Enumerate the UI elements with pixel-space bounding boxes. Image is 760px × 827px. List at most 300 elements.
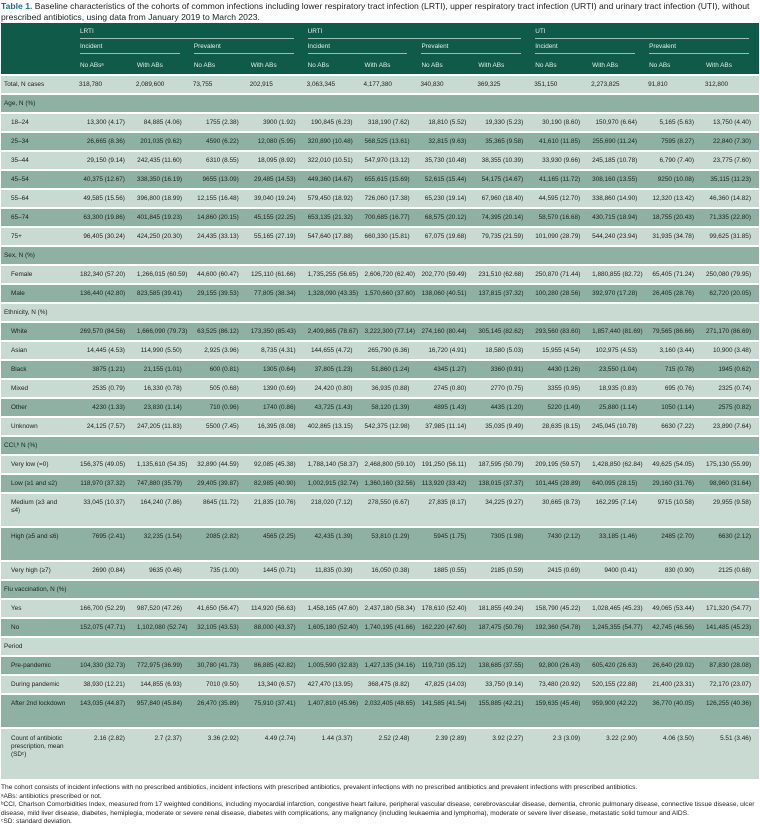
table-cell: 9400 (0.41) bbox=[588, 561, 645, 580]
table-cell: 118,970 (37.32) bbox=[76, 474, 133, 493]
table-footnotes bbox=[0, 779, 760, 827]
table-cell: 2.16 (2.82) bbox=[76, 728, 133, 779]
header-urti: URTI bbox=[304, 23, 532, 41]
table-cell: 77,805 (38.34) bbox=[247, 284, 304, 303]
table-cell: 6630 (2.12) bbox=[702, 527, 759, 561]
table-row bbox=[1, 599, 759, 618]
row-label: High (≥5 and ≤6) bbox=[1, 527, 76, 561]
table-cell: 396,800 (18.99) bbox=[133, 189, 190, 208]
table-cell: 4430 (1.26) bbox=[531, 360, 588, 379]
table-cell: 5220 (1.49) bbox=[531, 398, 588, 417]
table-cell: 5,165 (5.63) bbox=[645, 113, 702, 132]
table-cell: 308,160 (13.55) bbox=[588, 170, 645, 189]
table-cell: 660,330 (15.81) bbox=[361, 227, 418, 246]
table-cell: 138,015 (37.37) bbox=[474, 474, 531, 493]
table-cell: 1,666,090 (79.73) bbox=[133, 322, 190, 341]
table-cell: 23,830 (1.14) bbox=[133, 398, 190, 417]
table-cell: 46,360 (14.82) bbox=[702, 189, 759, 208]
table-cell: 24,435 (33.13) bbox=[190, 227, 247, 246]
table-cell: 28,635 (8.15) bbox=[531, 417, 588, 436]
table-cell: 2,437,180 (58.34) bbox=[361, 599, 418, 618]
table-cell: 29,150 (9.14) bbox=[76, 151, 133, 170]
table-cell: 26,470 (35.89) bbox=[190, 694, 247, 728]
table-row bbox=[1, 151, 759, 170]
table-cell: 1,135,610 (54.35) bbox=[133, 455, 190, 474]
table-row bbox=[1, 170, 759, 189]
table-row bbox=[1, 675, 759, 694]
section-header-row bbox=[1, 637, 759, 656]
table-cell: 104,330 (32.73) bbox=[76, 656, 133, 675]
table-row bbox=[1, 208, 759, 227]
table-cell: 13,300 (4.17) bbox=[76, 113, 133, 132]
row-label: Medium (≥3 and ≤4) bbox=[1, 493, 76, 527]
table-cell: 63,525 (86.12) bbox=[190, 322, 247, 341]
table-cell: 82,985 (40.90) bbox=[247, 474, 304, 493]
footnote: ᵃABs: antibiotics prescribed or not. bbox=[1, 792, 102, 800]
header-uti: UTI bbox=[531, 23, 759, 41]
table-cell: 191,250 (56.11) bbox=[417, 455, 474, 474]
table-cell: 1885 (0.55) bbox=[417, 561, 474, 580]
table-cell: 51,860 (1.24) bbox=[361, 360, 418, 379]
table-cell: 36,935 (0.88) bbox=[361, 379, 418, 398]
table-cell: 29,405 (39.87) bbox=[190, 474, 247, 493]
table-cell: 36,770 (40.05) bbox=[645, 694, 702, 728]
table-cell: 1,245,355 (54.77) bbox=[588, 618, 645, 637]
table-cell: 159,635 (45.46) bbox=[531, 694, 588, 728]
table-cell: 2690 (0.84) bbox=[76, 561, 133, 580]
table-cell: 4565 (2.25) bbox=[247, 527, 304, 561]
table-cell: 35,035 (9.49) bbox=[474, 417, 531, 436]
row-label: After 2nd lockdown bbox=[1, 694, 76, 728]
table-cell: 520,155 (22.88) bbox=[588, 675, 645, 694]
table-cell: 24,125 (7.57) bbox=[76, 417, 133, 436]
row-label: Male bbox=[1, 284, 76, 303]
column-header: No ABs bbox=[304, 56, 361, 75]
row-label: Unknown bbox=[1, 417, 76, 436]
table-cell: 87,830 (28.08) bbox=[702, 656, 759, 675]
table-cell: 73,755 bbox=[190, 75, 247, 94]
table-cell: 1,735,255 (56.65) bbox=[304, 265, 361, 284]
table-cell: 35,365 (9.58) bbox=[474, 132, 531, 151]
table-cell: 4435 (1.20) bbox=[474, 398, 531, 417]
table-cell: 5.51 (3.46) bbox=[702, 728, 759, 779]
table-cell: 65,230 (19.14) bbox=[417, 189, 474, 208]
table-cell: 278,550 (6.67) bbox=[361, 493, 418, 527]
table-cell: 6310 (8.55) bbox=[190, 151, 247, 170]
table-cell: 141,585 (41.54) bbox=[417, 694, 474, 728]
table-cell: 242,435 (11.60) bbox=[133, 151, 190, 170]
table-cell: 96,405 (30.24) bbox=[76, 227, 133, 246]
table-cell: 49,625 (54.05) bbox=[645, 455, 702, 474]
table-cell: 144,655 (4.72) bbox=[304, 341, 361, 360]
table-cell: 182,340 (57.20) bbox=[76, 265, 133, 284]
section-header-row bbox=[1, 94, 759, 113]
table-cell: 102,975 (4.53) bbox=[588, 341, 645, 360]
table-row bbox=[1, 493, 759, 527]
table-cell: 18,935 (0.83) bbox=[588, 379, 645, 398]
section-label: Age, N (%) bbox=[1, 94, 759, 113]
table-cell: 322,010 (10.51) bbox=[304, 151, 361, 170]
table-cell: 190,845 (6.23) bbox=[304, 113, 361, 132]
row-label: Mixed bbox=[1, 379, 76, 398]
table-cell: 274,160 (80.44) bbox=[417, 322, 474, 341]
table-cell: 7010 (9.50) bbox=[190, 675, 247, 694]
table-cell: 41,165 (11.72) bbox=[531, 170, 588, 189]
table-cell: 125,110 (61.66) bbox=[247, 265, 304, 284]
table-cell: 173,350 (85.43) bbox=[247, 322, 304, 341]
table-cell: 424,250 (20.30) bbox=[133, 227, 190, 246]
table-cell: 18,580 (5.03) bbox=[474, 341, 531, 360]
table-cell: 101,445 (28.89) bbox=[531, 474, 588, 493]
table-label: Table 1. bbox=[1, 1, 33, 11]
table-cell: 72,170 (23.07) bbox=[702, 675, 759, 694]
row-label: Female bbox=[1, 265, 76, 284]
table-cell: 23,775 (7.60) bbox=[702, 151, 759, 170]
table-cell: 29,155 (39.53) bbox=[190, 284, 247, 303]
table-cell: 218,020 (7.12) bbox=[304, 493, 361, 527]
footnote: ᶜSD: standard deviation. bbox=[1, 818, 72, 826]
header-blank bbox=[1, 41, 76, 56]
row-label: Asian bbox=[1, 341, 76, 360]
table-cell: 2125 (0.68) bbox=[702, 561, 759, 580]
table-cell: 427,470 (13.95) bbox=[304, 675, 361, 694]
row-label: Pre-pandemic bbox=[1, 656, 76, 675]
column-header: With ABs bbox=[361, 56, 418, 75]
table-cell: 5500 (7.45) bbox=[190, 417, 247, 436]
table-title: Baseline characteristics of the cohorts of common infections including lower respiratory tract infection (LRTI), upper respiratory tract infection (URTI) and urinary tract infection (UTI), without prescribed antibiotics, using data from January 2019 to March 2023. bbox=[1, 1, 750, 22]
table-caption bbox=[0, 0, 760, 23]
table-cell: 1,740,195 (41.66) bbox=[361, 618, 418, 637]
table-cell: 54,175 (14.67) bbox=[474, 170, 531, 189]
table-cell: 21,835 (10.76) bbox=[247, 493, 304, 527]
table-cell: 830 (0.90) bbox=[645, 561, 702, 580]
table-cell: 71,335 (22.80) bbox=[702, 208, 759, 227]
table-cell: 600 (0.81) bbox=[190, 360, 247, 379]
table-cell: 823,585 (39.41) bbox=[133, 284, 190, 303]
table-row bbox=[1, 322, 759, 341]
table-cell: 250,870 (71.44) bbox=[531, 265, 588, 284]
table-cell: 1050 (1.14) bbox=[645, 398, 702, 417]
table-cell: 655,615 (15.69) bbox=[361, 170, 418, 189]
row-label: Total, N cases bbox=[1, 75, 76, 94]
table-cell: 100,280 (28.56) bbox=[531, 284, 588, 303]
row-label: Yes bbox=[1, 599, 76, 618]
table-row bbox=[1, 227, 759, 246]
header-lrti-prevalent: Prevalent bbox=[190, 41, 304, 56]
column-header: No ABs bbox=[190, 56, 247, 75]
table-cell: 164,240 (7.86) bbox=[133, 493, 190, 527]
table-cell: 2.39 (2.89) bbox=[417, 728, 474, 779]
table-cell: 73,480 (20.92) bbox=[531, 675, 588, 694]
table-cell: 544,240 (23.94) bbox=[588, 227, 645, 246]
baseline-characteristics-table bbox=[1, 23, 759, 779]
header-lrti: LRTI bbox=[76, 23, 304, 41]
table-cell: 640,095 (28.15) bbox=[588, 474, 645, 493]
table-cell: 10,900 (3.48) bbox=[702, 341, 759, 360]
table-row bbox=[1, 694, 759, 728]
table-cell: 1,005,590 (32.83) bbox=[304, 656, 361, 675]
row-label: Black bbox=[1, 360, 76, 379]
table-cell: 25,880 (1.14) bbox=[588, 398, 645, 417]
table-row bbox=[1, 474, 759, 493]
table-cell: 4345 (1.27) bbox=[417, 360, 474, 379]
table-header bbox=[1, 23, 759, 75]
table-cell: 67,960 (18.40) bbox=[474, 189, 531, 208]
table-cell: 247,205 (11.83) bbox=[133, 417, 190, 436]
table-cell: 505 (0.68) bbox=[190, 379, 247, 398]
table-row bbox=[1, 561, 759, 580]
table-cell: 12,080 (5.95) bbox=[247, 132, 304, 151]
table-cell: 2325 (0.74) bbox=[702, 379, 759, 398]
table-cell: 568,525 (13.61) bbox=[361, 132, 418, 151]
table-cell: 320,890 (10.48) bbox=[304, 132, 361, 151]
table-cell: 392,970 (17.28) bbox=[588, 284, 645, 303]
table-cell: 18,755 (20.43) bbox=[645, 208, 702, 227]
table-cell: 29,485 (14.53) bbox=[247, 170, 304, 189]
table-cell: 747,880 (35.79) bbox=[133, 474, 190, 493]
table-cell: 23,550 (1.04) bbox=[588, 360, 645, 379]
table-cell: 84,885 (4.06) bbox=[133, 113, 190, 132]
table-cell: 1,360,160 (32.56) bbox=[361, 474, 418, 493]
table-cell: 7305 (1.98) bbox=[474, 527, 531, 561]
footnote: The cohort consists of incident infections with no prescribed antibiotics, incident infections with prescribed antibiotics, prevalent infections with no prescribed antibiotics and prevalent infections with prescribed antibiotics. bbox=[1, 784, 638, 791]
table-cell: 318,190 (7.62) bbox=[361, 113, 418, 132]
table-cell: 79,565 (86.66) bbox=[645, 322, 702, 341]
table-cell: 39,040 (19.24) bbox=[247, 189, 304, 208]
table-cell: 2185 (0.59) bbox=[474, 561, 531, 580]
column-header: With ABs bbox=[133, 56, 190, 75]
row-label: White bbox=[1, 322, 76, 341]
table-cell: 547,640 (17.88) bbox=[304, 227, 361, 246]
table-cell: 21,155 (1.01) bbox=[133, 360, 190, 379]
table-cell: 16,720 (4.91) bbox=[417, 341, 474, 360]
table-cell: 137,815 (37.32) bbox=[474, 284, 531, 303]
table-cell: 26,405 (28.76) bbox=[645, 284, 702, 303]
table-cell: 2,925 (3.96) bbox=[190, 341, 247, 360]
table-cell: 726,060 (17.38) bbox=[361, 189, 418, 208]
table-cell: 16,395 (8.08) bbox=[247, 417, 304, 436]
table-cell: 1,788,140 (58.37) bbox=[304, 455, 361, 474]
table-cell: 3875 (1.21) bbox=[76, 360, 133, 379]
row-label: 55–64 bbox=[1, 189, 76, 208]
table-cell: 138,685 (37.55) bbox=[474, 656, 531, 675]
header-blank bbox=[1, 56, 76, 75]
table-cell: 136,440 (42.80) bbox=[76, 284, 133, 303]
table-cell: 5945 (1.75) bbox=[417, 527, 474, 561]
table-cell: 269,570 (84.56) bbox=[76, 322, 133, 341]
table-cell: 58,120 (1.39) bbox=[361, 398, 418, 417]
table-cell: 3,063,345 bbox=[304, 75, 361, 94]
table-cell: 37,985 (11.14) bbox=[417, 417, 474, 436]
table-cell: 98,960 (31.64) bbox=[702, 474, 759, 493]
table-cell: 75,910 (37.41) bbox=[247, 694, 304, 728]
table-cell: 35,730 (10.48) bbox=[417, 151, 474, 170]
table-cell: 3,160 (3.44) bbox=[645, 341, 702, 360]
table-cell: 9250 (10.08) bbox=[645, 170, 702, 189]
table-cell: 49,585 (15.56) bbox=[76, 189, 133, 208]
table-cell: 22,840 (7.30) bbox=[702, 132, 759, 151]
table-cell: 187,595 (50.79) bbox=[474, 455, 531, 474]
table-cell: 162,220 (47.60) bbox=[417, 618, 474, 637]
table-cell: 86,885 (42.82) bbox=[247, 656, 304, 675]
table-cell: 12,155 (16.48) bbox=[190, 189, 247, 208]
table-cell: 2,032,405 (48.65) bbox=[361, 694, 418, 728]
table-cell: 3355 (0.95) bbox=[531, 379, 588, 398]
table-cell: 3.22 (2.90) bbox=[588, 728, 645, 779]
table-cell: 2,606,720 (62.40) bbox=[361, 265, 418, 284]
table-cell: 49,065 (53.44) bbox=[645, 599, 702, 618]
table-cell: 4895 (1.43) bbox=[417, 398, 474, 417]
table-cell: 2535 (0.79) bbox=[76, 379, 133, 398]
row-label: 75+ bbox=[1, 227, 76, 246]
table-cell: 3.36 (2.92) bbox=[190, 728, 247, 779]
table-cell: 21,400 (23.31) bbox=[645, 675, 702, 694]
table-body bbox=[1, 75, 759, 779]
table-cell: 92,800 (26.43) bbox=[531, 656, 588, 675]
table-cell: 156,375 (49.05) bbox=[76, 455, 133, 474]
table-cell: 150,970 (6.64) bbox=[588, 113, 645, 132]
table-cell: 31,935 (34.78) bbox=[645, 227, 702, 246]
table-cell: 141,485 (45.23) bbox=[702, 618, 759, 637]
table-cell: 43,725 (1.43) bbox=[304, 398, 361, 417]
table-cell: 1,028,465 (45.23) bbox=[588, 599, 645, 618]
table-row bbox=[1, 113, 759, 132]
section-header-row bbox=[1, 580, 759, 599]
table-cell: 178,610 (52.40) bbox=[417, 599, 474, 618]
table-cell: 542,375 (12.98) bbox=[361, 417, 418, 436]
table-cell: 250,080 (79.95) bbox=[702, 265, 759, 284]
header-uti-incident: Incident bbox=[531, 41, 645, 56]
table-cell: 41,650 (56.47) bbox=[190, 599, 247, 618]
table-row bbox=[1, 284, 759, 303]
table-cell: 1,102,080 (52.74) bbox=[133, 618, 190, 637]
table-row bbox=[1, 265, 759, 284]
table-cell: 2745 (0.80) bbox=[417, 379, 474, 398]
table-cell: 38,930 (12.21) bbox=[76, 675, 133, 694]
table-cell: 202,915 bbox=[247, 75, 304, 94]
table-cell: 369,325 bbox=[474, 75, 531, 94]
table-cell: 166,700 (52.29) bbox=[76, 599, 133, 618]
table-cell: 579,450 (18.92) bbox=[304, 189, 361, 208]
table-cell: 32,815 (9.63) bbox=[417, 132, 474, 151]
table-cell: 987,520 (47.26) bbox=[133, 599, 190, 618]
table-cell: 402,865 (13.15) bbox=[304, 417, 361, 436]
table-cell: 2,273,825 bbox=[588, 75, 645, 94]
table-cell: 23,890 (7.64) bbox=[702, 417, 759, 436]
column-header: With ABs bbox=[247, 56, 304, 75]
table-cell: 16,330 (0.78) bbox=[133, 379, 190, 398]
section-label: Flu vaccination, N (%) bbox=[1, 580, 759, 599]
table-row bbox=[1, 132, 759, 151]
table-cell: 265,790 (6.36) bbox=[361, 341, 418, 360]
table-cell: 24,420 (0.80) bbox=[304, 379, 361, 398]
table-cell: 1,002,915 (32.74) bbox=[304, 474, 361, 493]
table-cell: 67,075 (19.68) bbox=[417, 227, 474, 246]
section-header-row bbox=[1, 303, 759, 322]
table-cell: 2770 (0.75) bbox=[474, 379, 531, 398]
table-cell: 162,295 (7.14) bbox=[588, 493, 645, 527]
row-label: During pandemic bbox=[1, 675, 76, 694]
table-cell: 2.3 (3.09) bbox=[531, 728, 588, 779]
table-cell: 91,810 bbox=[645, 75, 702, 94]
table-cell: 6630 (7.22) bbox=[645, 417, 702, 436]
table-cell: 9715 (10.58) bbox=[645, 493, 702, 527]
table-cell: 772,975 (36.99) bbox=[133, 656, 190, 675]
table-cell: 181,855 (49.24) bbox=[474, 599, 531, 618]
table-cell: 41,610 (11.85) bbox=[531, 132, 588, 151]
table-cell: 34,225 (9.27) bbox=[474, 493, 531, 527]
column-header: No ABs bbox=[531, 56, 588, 75]
table-cell: 26,665 (8.36) bbox=[76, 132, 133, 151]
column-header: With ABs bbox=[588, 56, 645, 75]
table-cell: 430,715 (18.94) bbox=[588, 208, 645, 227]
table-cell: 1755 (2.38) bbox=[190, 113, 247, 132]
table-cell: 29,160 (31.76) bbox=[645, 474, 702, 493]
table-cell: 26,640 (29.02) bbox=[645, 656, 702, 675]
table-row bbox=[1, 527, 759, 561]
table-cell: 3900 (1.92) bbox=[247, 113, 304, 132]
table-cell: 715 (0.78) bbox=[645, 360, 702, 379]
table-cell: 231,510 (62.68) bbox=[474, 265, 531, 284]
table-cell: 959,900 (42.22) bbox=[588, 694, 645, 728]
table-row bbox=[1, 341, 759, 360]
table-cell: 32,235 (1.54) bbox=[133, 527, 190, 561]
table-cell: 119,710 (35.12) bbox=[417, 656, 474, 675]
table-cell: 15,955 (4.54) bbox=[531, 341, 588, 360]
table-cell: 30,780 (41.73) bbox=[190, 656, 247, 675]
table-cell: 19,330 (5.23) bbox=[474, 113, 531, 132]
table-cell: 4.06 (3.50) bbox=[645, 728, 702, 779]
header-uti-prevalent: Prevalent bbox=[645, 41, 759, 56]
table-cell: 255,690 (11.24) bbox=[588, 132, 645, 151]
table-cell: 30,190 (8.60) bbox=[531, 113, 588, 132]
table-cell: 312,800 bbox=[702, 75, 759, 94]
table-cell: 33,045 (10.37) bbox=[76, 493, 133, 527]
table-cell: 40,375 (12.67) bbox=[76, 170, 133, 189]
table-cell: 700,685 (16.77) bbox=[361, 208, 418, 227]
table-cell: 245,045 (10.78) bbox=[588, 417, 645, 436]
section-label: Sex, N (%) bbox=[1, 246, 759, 265]
table-cell: 8645 (11.72) bbox=[190, 493, 247, 527]
table-cell: 14,860 (20.15) bbox=[190, 208, 247, 227]
table-cell: 1,570,660 (37.60) bbox=[361, 284, 418, 303]
table-cell: 7595 (8.27) bbox=[645, 132, 702, 151]
table-cell: 30,665 (8.73) bbox=[531, 493, 588, 527]
table-cell: 16,050 (0.38) bbox=[361, 561, 418, 580]
table-cell: 3360 (0.91) bbox=[474, 360, 531, 379]
table-cell: 53,810 (1.29) bbox=[361, 527, 418, 561]
table-cell: 449,360 (14.67) bbox=[304, 170, 361, 189]
row-label: Low (≥1 and ≤2) bbox=[1, 474, 76, 493]
row-label: 18–24 bbox=[1, 113, 76, 132]
table-cell: 126,255 (40.36) bbox=[702, 694, 759, 728]
table-row bbox=[1, 75, 759, 94]
table-cell: 2,468,800 (59.10) bbox=[361, 455, 418, 474]
table-cell: 58,570 (16.68) bbox=[531, 208, 588, 227]
table-cell: 338,860 (14.90) bbox=[588, 189, 645, 208]
column-header: No ABs bbox=[645, 56, 702, 75]
table-cell: 547,970 (13.12) bbox=[361, 151, 418, 170]
table-cell: 9635 (0.46) bbox=[133, 561, 190, 580]
table-cell: 957,840 (45.84) bbox=[133, 694, 190, 728]
table-cell: 2,409,865 (78.67) bbox=[304, 322, 361, 341]
table-cell: 1390 (0.69) bbox=[247, 379, 304, 398]
table-cell: 3.92 (2.27) bbox=[474, 728, 531, 779]
column-header: With ABs bbox=[474, 56, 531, 75]
column-header: No ABs bbox=[417, 56, 474, 75]
table-row bbox=[1, 379, 759, 398]
column-header: No ABsᵃ bbox=[76, 56, 133, 75]
